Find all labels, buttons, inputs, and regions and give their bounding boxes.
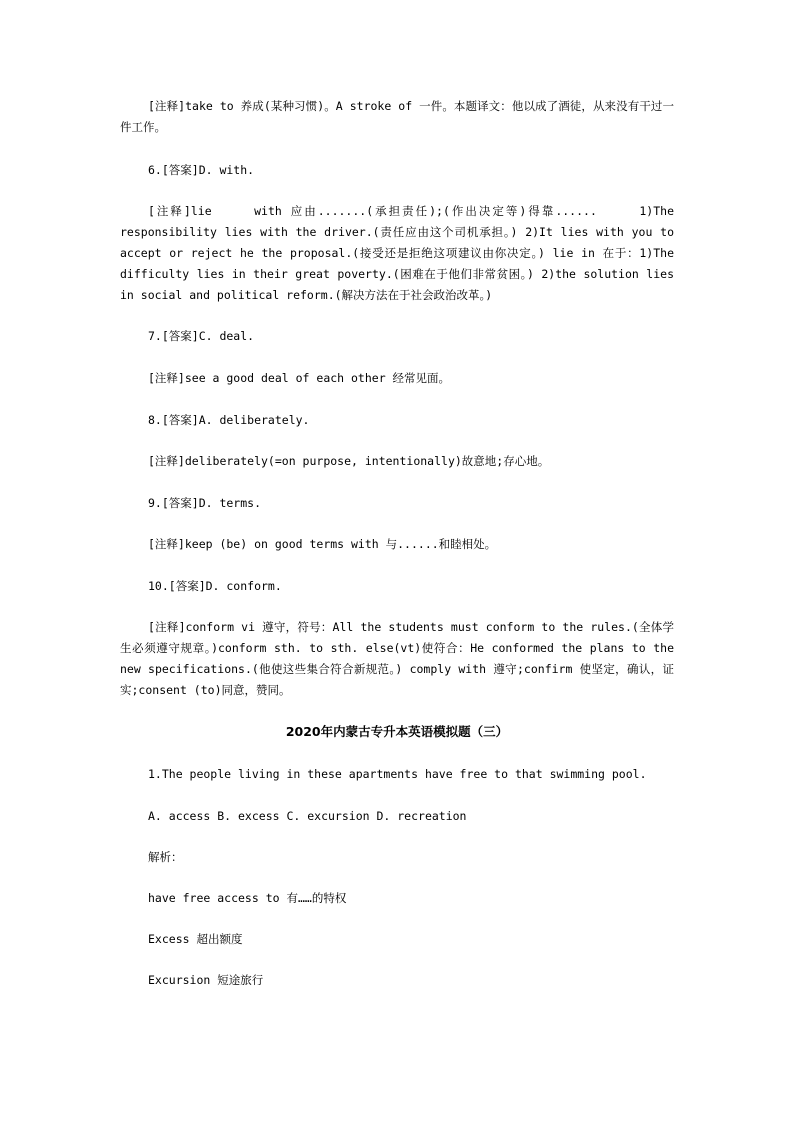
analysis-label: 解析： [148, 850, 183, 864]
analysis-note: Excursion 短途旅行 [148, 973, 264, 987]
question-options: A. access B. excess C. excursion D. recreation [148, 809, 467, 823]
paragraph-note-9: [注释]keep (be) on good terms with 与......和睦相处。 [148, 537, 497, 551]
paragraph-note-5: [注释]take to 养成(某种习惯)。A stroke of 一件。本题译文：他以成了酒徒，从来没有干过一件工作。 [120, 99, 674, 134]
paragraph-note-7: [注释]see a good deal of each other 经常见面。 [148, 371, 451, 385]
section-heading: 2020年内蒙古专升本英语模拟题（三） [285, 724, 509, 739]
analysis-note: have free access to 有……的特权 [148, 891, 347, 905]
answer-9: 9.[答案]D. terms. [148, 496, 262, 510]
answer-10: 10.[答案]D. conform. [148, 579, 282, 593]
analysis-note: Excess 超出额度 [148, 932, 243, 946]
answer-7: 7.[答案]C. deal. [148, 329, 255, 343]
paragraph-note-6: [注释]lie with 应由.......(承担责任);(作出决定等)得靠...... 1)The responsibility lies with the driver.(责任应由这个司机承担。) 2)It lies with you to accept or reject he the proposal.(接受还是拒绝这项建议由你决定。) lie in 在于：1)The difficulty lies in their great poverty.(困难在于他们非常贫困。) 2)the solution lies in social and political reform.(解决方法在于社会政治改革。) [120, 204, 674, 302]
paragraph-note-10: [注释]conform vi 遵守，符号：All the students must conform to the rules.(全体学生必须遵守规章。)conform sth. to sth. else(vt)使符合：He conformed the plans to the new specifications.(他使这些集合符合新规范。) comply with 遵守;confirm 使坚定，确认，证实;consent (to)同意，赞同。 [120, 620, 674, 697]
question-stem: 1.The people living in these apartments have free to that swimming pool. [148, 767, 647, 781]
answer-6: 6.[答案]D. with. [148, 163, 255, 177]
paragraph-note-8: [注释]deliberately(=on purpose, intentionally)故意地;存心地。 [148, 454, 550, 468]
answer-8: 8.[答案]A. deliberately. [148, 413, 310, 427]
